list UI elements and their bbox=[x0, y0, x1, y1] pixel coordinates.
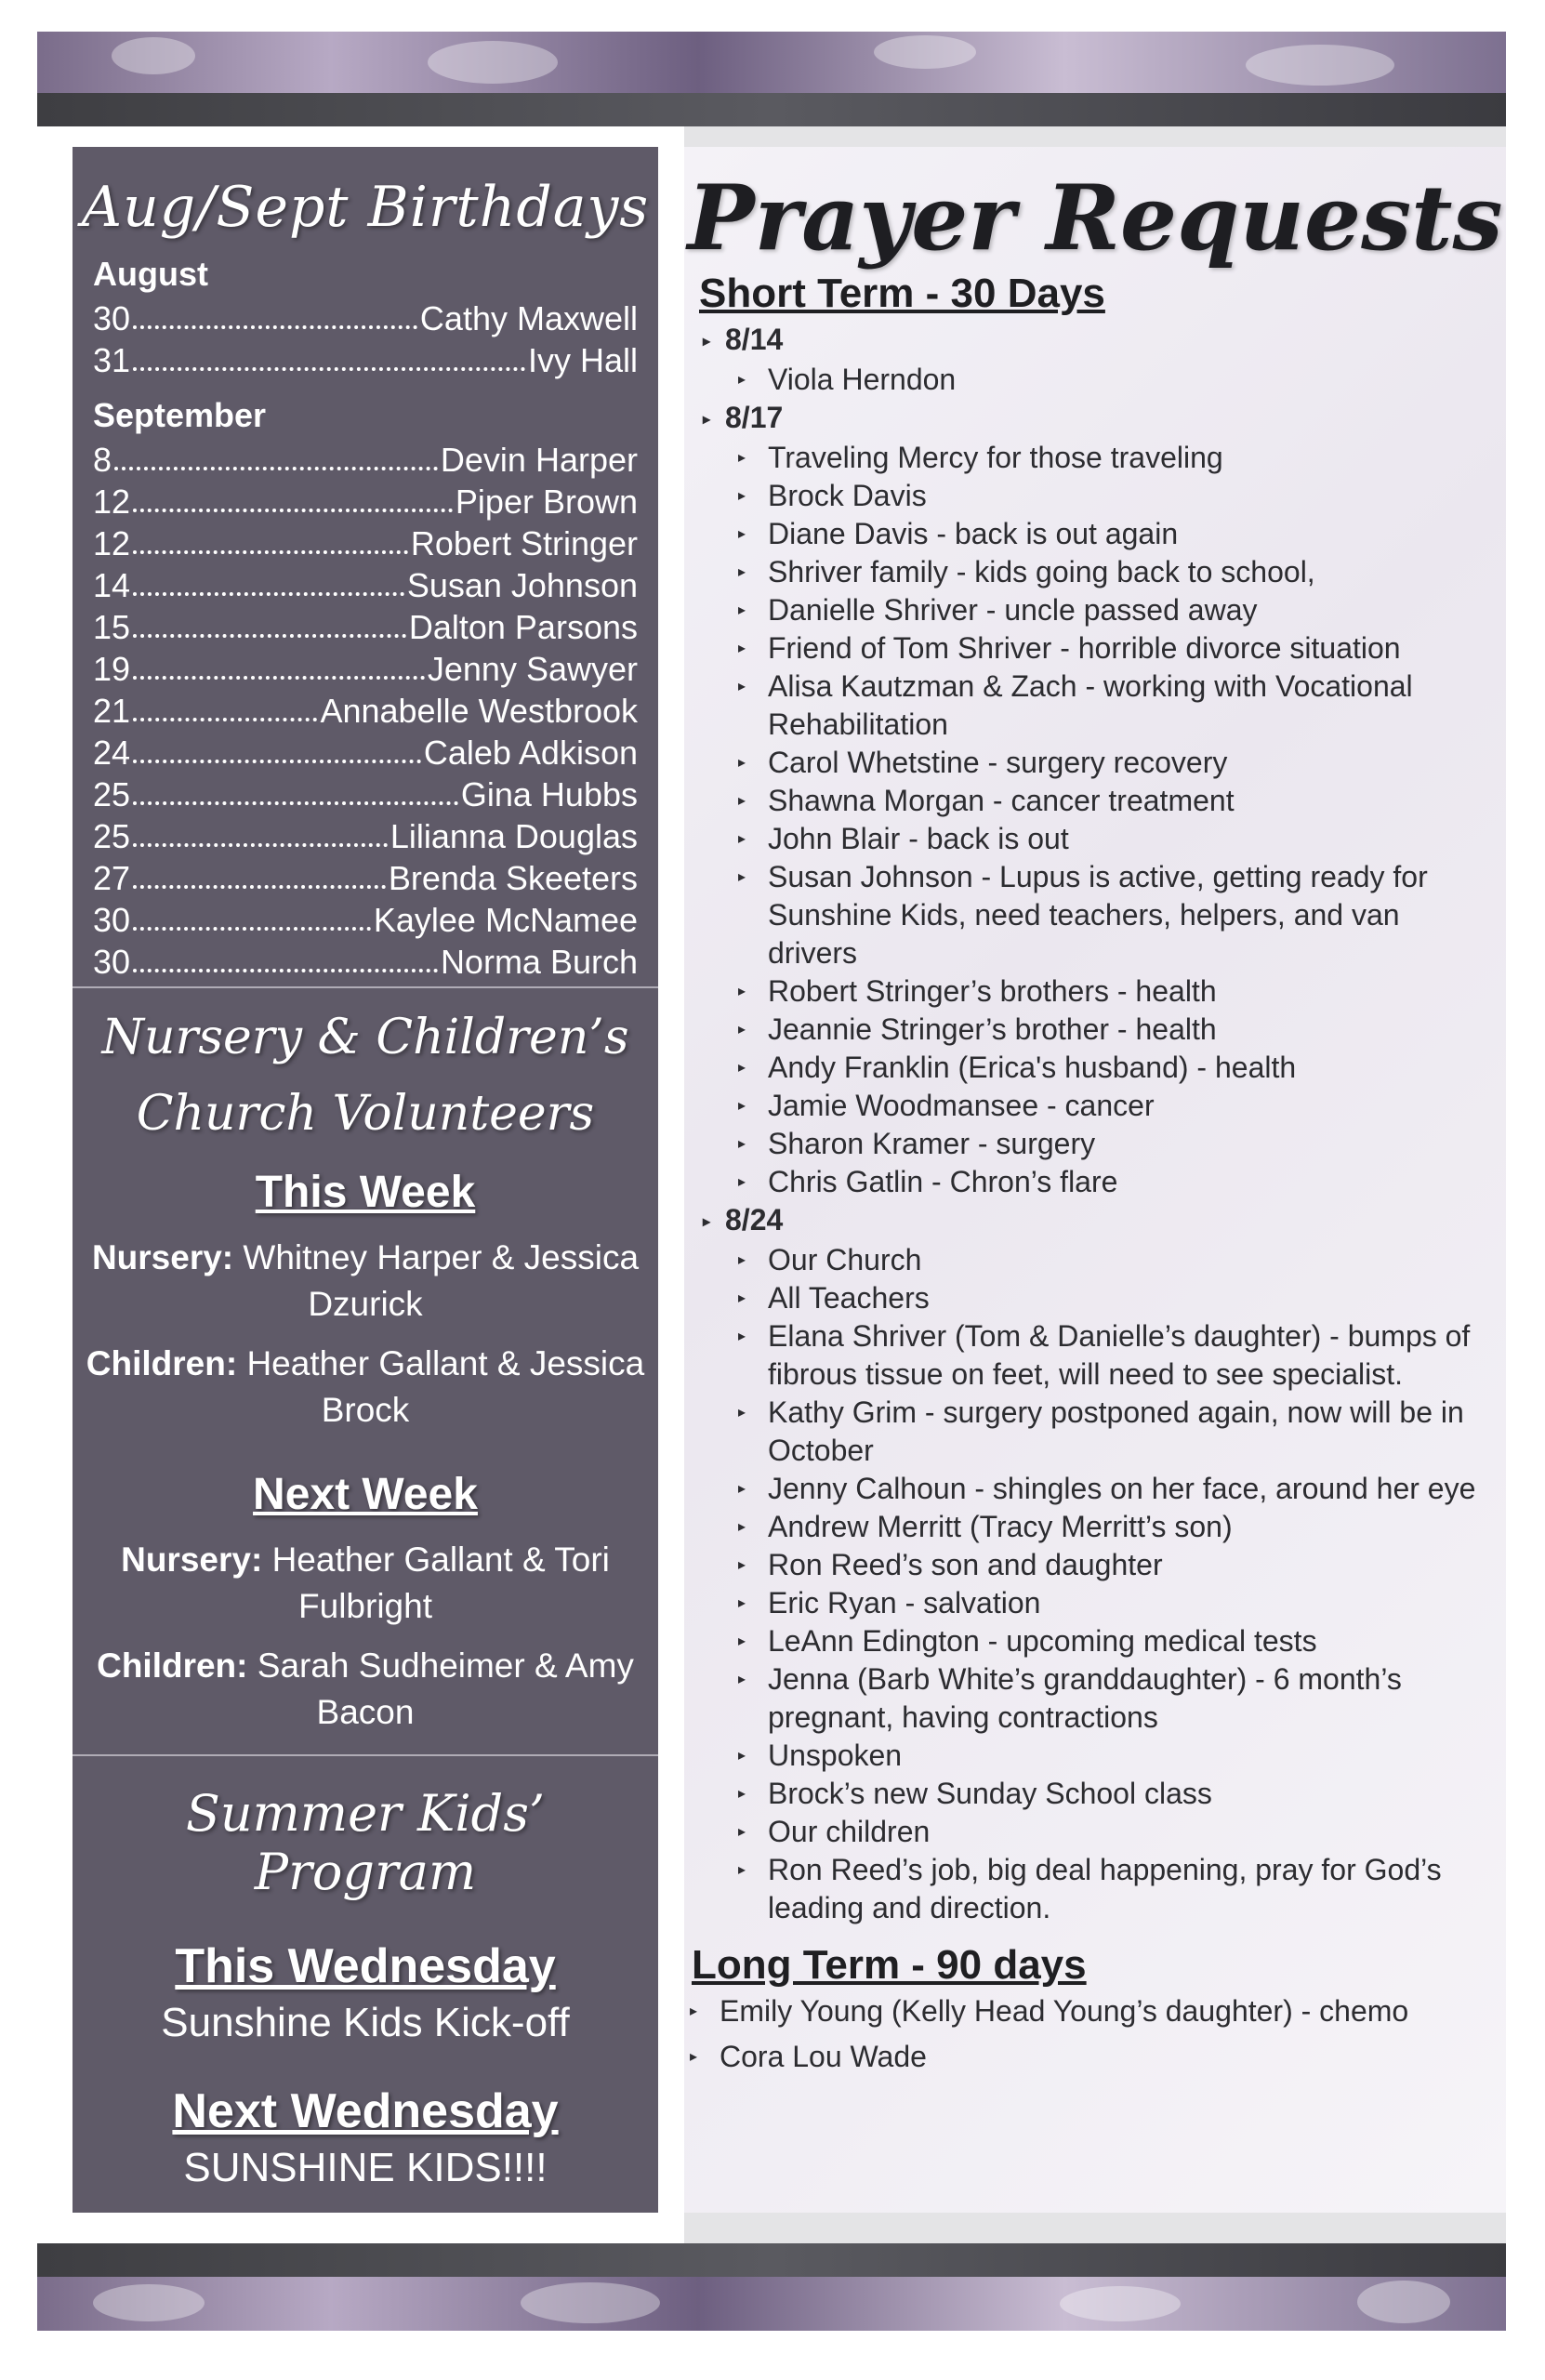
volunteers-title bbox=[73, 988, 658, 1152]
dot-leader bbox=[133, 509, 453, 512]
list-item: ▸ LeAnn Edington - upcoming medical tests bbox=[736, 1622, 1506, 1660]
birthday-row bbox=[93, 774, 638, 815]
dot-leader bbox=[133, 718, 317, 721]
birthday-row bbox=[93, 298, 638, 339]
dot-leader bbox=[133, 969, 438, 972]
list-item: ▸ All Teachers bbox=[736, 1279, 1506, 1317]
short-term-heading: Short Term - 30 Days bbox=[699, 271, 1105, 316]
list-item: ▸ Ron Reed’s job, big deal happening, pray for God’s leading and direction. bbox=[736, 1851, 1506, 1927]
list-item: ▸ Jenna (Barb White’s granddaughter) - 6 month’s pregnant, having contractions bbox=[736, 1660, 1506, 1737]
this-wednesday-heading: This Wednesday bbox=[175, 1939, 556, 1993]
birthday-name: Lilianna Douglas bbox=[390, 817, 638, 855]
birthday-day: 30 bbox=[93, 299, 131, 337]
birthday-day: 15 bbox=[93, 608, 131, 646]
birthday-name: Gina Hubbs bbox=[460, 775, 638, 813]
birthday-day: 14 bbox=[93, 566, 131, 604]
prayer-list bbox=[684, 361, 1506, 399]
children-label: Children: bbox=[97, 1646, 248, 1685]
birthday-name: Norma Burch bbox=[440, 943, 638, 981]
birthday-name: Annabelle Westbrook bbox=[320, 692, 638, 730]
this-wednesday-text: Sunshine Kids Kick-off bbox=[161, 2000, 570, 2045]
long-term-list bbox=[684, 1992, 1506, 2076]
dot-leader bbox=[133, 550, 408, 554]
dot-leader bbox=[114, 467, 438, 470]
birthday-day: 25 bbox=[93, 817, 131, 855]
birthdays-title: Aug/Sept Birthdays bbox=[81, 175, 650, 240]
month-label-august: August bbox=[93, 255, 208, 293]
right-bottom-strip bbox=[684, 2213, 1506, 2243]
birthday-day: 8 bbox=[93, 441, 112, 479]
birthday-day: 24 bbox=[93, 734, 131, 772]
list-item: ▸ Kathy Grim - surgery postponed again, now will be in October bbox=[736, 1394, 1506, 1470]
birthday-day: 30 bbox=[93, 943, 131, 981]
dot-leader bbox=[133, 885, 386, 889]
top-banner-stripe bbox=[37, 93, 1506, 126]
list-item: ▸ Sharon Kramer - surgery bbox=[736, 1125, 1506, 1163]
this-week-nursery bbox=[86, 1235, 645, 1328]
nursery-names: Heather Gallant & Tori Fulbright bbox=[271, 1540, 610, 1625]
list-item: ▸ Ron Reed’s son and daughter bbox=[736, 1546, 1506, 1584]
summer-program-title: Summer Kids’ Program bbox=[185, 1784, 546, 1901]
long-term-heading: Long Term - 90 days bbox=[692, 1942, 1087, 1989]
date-label: 8/24 bbox=[725, 1203, 784, 1237]
birthday-day: 12 bbox=[93, 483, 131, 521]
bottom-banner-stripe bbox=[37, 2243, 1506, 2277]
list-item: ▸ Emily Young (Kelly Head Young’s daughter) - chemo bbox=[688, 1992, 1506, 2030]
next-week-children bbox=[86, 1643, 645, 1736]
birthday-name: Susan Johnson bbox=[406, 566, 638, 604]
birthday-row bbox=[93, 941, 638, 983]
list-item: ▸ Traveling Mercy for those traveling bbox=[736, 439, 1506, 477]
volunteers-title-line1: Nursery & Children’s bbox=[101, 1010, 629, 1065]
list-item: ▸ Chris Gatlin - Chron’s flare bbox=[736, 1163, 1506, 1201]
children-names: Sarah Sudheimer & Amy Bacon bbox=[257, 1646, 634, 1731]
top-banner bbox=[37, 32, 1506, 93]
list-item: ▸ Elana Shriver (Tom & Danielle’s daughter) - bumps of fibrous tissue on feet, will need to see specialist. bbox=[736, 1317, 1506, 1394]
birthday-row bbox=[93, 815, 638, 857]
right-top-strip bbox=[684, 126, 1506, 147]
list-item: ▸ Eric Ryan - salvation bbox=[736, 1584, 1506, 1622]
list-item: ▸ Brock Davis bbox=[736, 477, 1506, 515]
birthday-row bbox=[93, 648, 638, 690]
birthday-name: Brenda Skeeters bbox=[388, 859, 638, 897]
this-week-children bbox=[86, 1341, 645, 1434]
list-item: ▸ Our children bbox=[736, 1813, 1506, 1851]
list-item: ▸ John Blair - back is out bbox=[736, 820, 1506, 858]
birthday-row bbox=[93, 606, 638, 648]
dot-leader bbox=[133, 676, 425, 680]
birthday-day: 21 bbox=[93, 692, 131, 730]
birthday-name: Kaylee McNamee bbox=[373, 901, 638, 939]
birthday-row bbox=[93, 481, 638, 522]
prayer-list bbox=[684, 439, 1506, 1201]
september-birthday-list bbox=[73, 439, 658, 983]
list-item: ▸ Robert Stringer’s brothers - health bbox=[736, 972, 1506, 1011]
list-item: ▸ Shriver family - kids going back to school, bbox=[736, 553, 1506, 591]
dot-leader bbox=[133, 634, 406, 638]
birthday-day: 31 bbox=[93, 341, 131, 379]
birthday-name: Ivy Hall bbox=[527, 341, 638, 379]
next-wednesday-text: SUNSHINE KIDS!!!! bbox=[183, 2145, 548, 2190]
prayer-panel bbox=[684, 147, 1506, 2213]
birthday-day: 27 bbox=[93, 859, 131, 897]
birthday-row bbox=[93, 522, 638, 564]
birthday-name: Caleb Adkison bbox=[423, 734, 638, 772]
triangle-bullet-icon: ▸ bbox=[703, 412, 711, 429]
list-item: ▸ Jenny Calhoun - shingles on her face, around her eye bbox=[736, 1470, 1506, 1508]
dot-leader bbox=[133, 801, 458, 805]
birthday-day: 12 bbox=[93, 524, 131, 562]
birthday-name: Robert Stringer bbox=[410, 524, 638, 562]
dot-leader bbox=[133, 760, 421, 763]
list-item: ▸ Danielle Shriver - uncle passed away bbox=[736, 591, 1506, 629]
date-heading bbox=[703, 321, 1506, 361]
triangle-bullet-icon: ▸ bbox=[703, 334, 711, 350]
birthday-day: 30 bbox=[93, 901, 131, 939]
dot-leader bbox=[133, 592, 404, 596]
list-item: ▸ Friend of Tom Shriver - horrible divorce situation bbox=[736, 629, 1506, 668]
triangle-bullet-icon: ▸ bbox=[703, 1214, 711, 1231]
list-item: ▸ Andrew Merritt (Tracy Merritt’s son) bbox=[736, 1508, 1506, 1546]
dot-leader bbox=[133, 927, 371, 931]
next-week-nursery bbox=[86, 1537, 645, 1630]
list-item: ▸ Brock’s new Sunday School class bbox=[736, 1775, 1506, 1813]
nursery-label: Nursery: bbox=[91, 1238, 234, 1276]
list-item: ▸ Carol Whetstine - surgery recovery bbox=[736, 744, 1506, 782]
date-label: 8/17 bbox=[725, 401, 784, 435]
list-item: ▸ Jeannie Stringer’s brother - health bbox=[736, 1011, 1506, 1049]
list-item: ▸ Jamie Woodmansee - cancer bbox=[736, 1087, 1506, 1125]
list-item: ▸ Andy Franklin (Erica's husband) - health bbox=[736, 1049, 1506, 1087]
next-week-heading: Next Week bbox=[253, 1470, 478, 1519]
list-item: ▸ Susan Johnson - Lupus is active, getting ready for Sunshine Kids, need teachers, helpers, and van drivers bbox=[736, 858, 1506, 972]
dot-leader bbox=[133, 843, 388, 847]
birthday-name: Jenny Sawyer bbox=[427, 650, 638, 688]
list-item: ▸ Unspoken bbox=[736, 1737, 1506, 1775]
birthday-row bbox=[93, 439, 638, 481]
nursery-label: Nursery: bbox=[121, 1540, 263, 1579]
august-birthday-list bbox=[73, 298, 658, 381]
list-item: ▸ Shawna Morgan - cancer treatment bbox=[736, 782, 1506, 820]
dot-leader bbox=[133, 325, 417, 329]
birthday-day: 19 bbox=[93, 650, 131, 688]
next-wednesday-heading: Next Wednesday bbox=[172, 2084, 559, 2138]
birthday-name: Piper Brown bbox=[455, 483, 638, 521]
birthday-day: 25 bbox=[93, 775, 131, 813]
birthday-row bbox=[93, 857, 638, 899]
date-label: 8/14 bbox=[725, 323, 784, 356]
prayer-list bbox=[684, 1241, 1506, 1927]
birthday-row bbox=[93, 732, 638, 774]
nursery-names: Whitney Harper & Jessica Dzurick bbox=[243, 1238, 640, 1323]
children-label: Children: bbox=[86, 1344, 238, 1382]
birthday-name: Dalton Parsons bbox=[408, 608, 638, 646]
birthday-name: Cathy Maxwell bbox=[419, 299, 638, 337]
list-item: ▸ Diane Davis - back is out again bbox=[736, 515, 1506, 553]
list-item: ▸ Viola Herndon bbox=[736, 361, 1506, 399]
date-heading bbox=[703, 399, 1506, 439]
list-item: ▸ Alisa Kautzman & Zach - working with Vocational Rehabilitation bbox=[736, 668, 1506, 744]
birthday-row bbox=[93, 899, 638, 941]
prayer-requests-title: Prayer Requests bbox=[687, 165, 1503, 271]
bottom-banner bbox=[37, 2277, 1506, 2331]
this-week-heading: This Week bbox=[255, 1168, 476, 1217]
left-panel bbox=[73, 147, 658, 2213]
dot-leader bbox=[133, 367, 525, 371]
list-item: ▸ Cora Lou Wade bbox=[688, 2038, 1506, 2076]
birthday-row bbox=[93, 339, 638, 381]
volunteers-title-line2: Church Volunteers bbox=[136, 1086, 595, 1142]
prayer-groups bbox=[684, 321, 1506, 1927]
birthday-name: Devin Harper bbox=[440, 441, 638, 479]
month-label-september: September bbox=[93, 396, 267, 434]
date-heading bbox=[703, 1201, 1506, 1241]
birthday-row bbox=[93, 564, 638, 606]
children-names: Heather Gallant & Jessica Brock bbox=[246, 1344, 645, 1429]
list-item: ▸ Our Church bbox=[736, 1241, 1506, 1279]
birthday-row bbox=[93, 690, 638, 732]
